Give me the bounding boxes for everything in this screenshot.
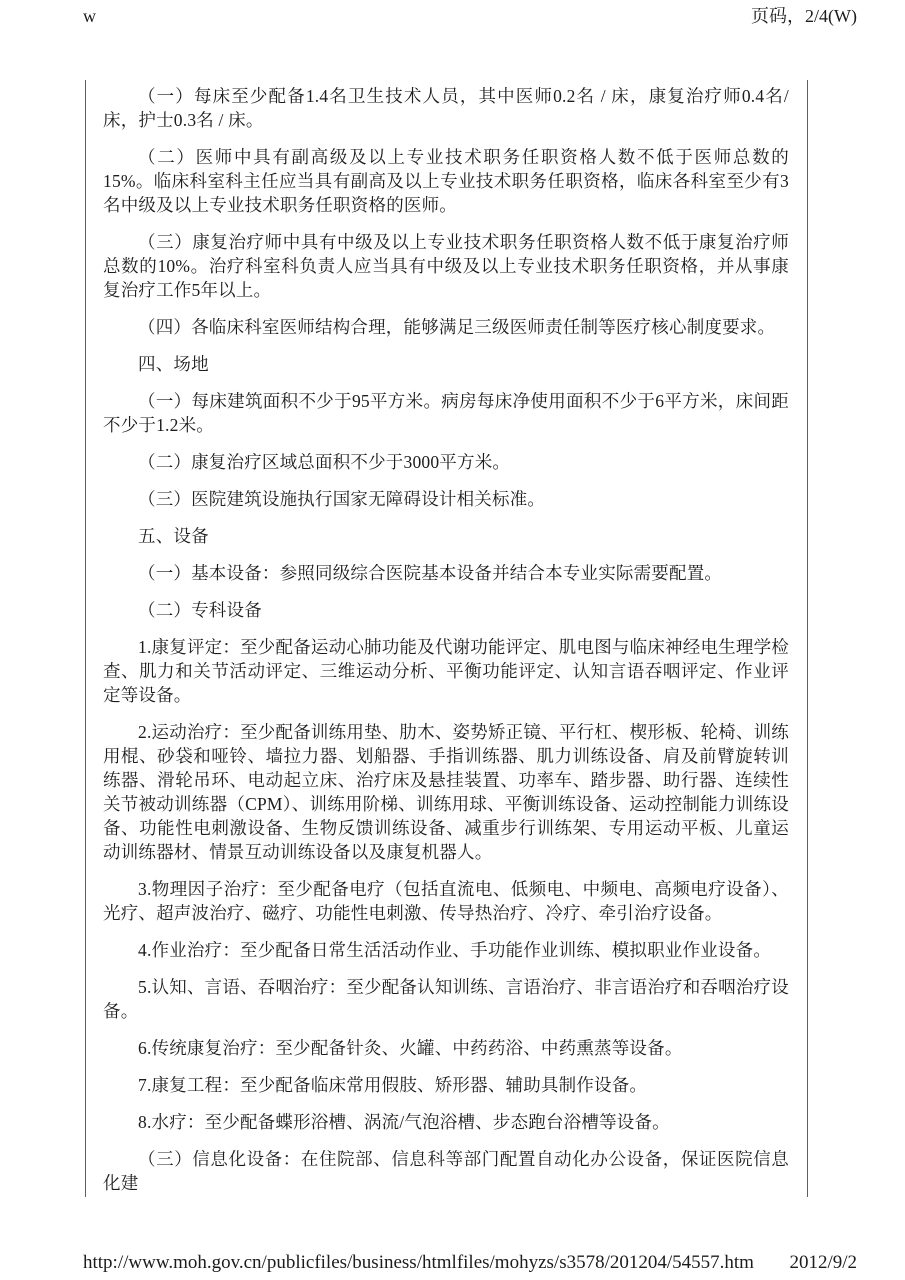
paragraph: （一）基本设备：参照同级综合医院基本设备并结合本专业实际需要配置。 [138,563,723,583]
footer-date: 2012/9/2 [789,1252,857,1273]
footer-url: http://www.moh.gov.cn/publicfiles/business/htmlfiles/mohyzs/s3578/201204/54557.htm [83,1252,754,1273]
paragraph: （三）医院建筑设施执行国家无障碍设计相关标准。 [138,489,546,509]
paragraph: 四、场地 [138,354,209,374]
paragraph: （二）康复治疗区域总面积不少于3000平方米。 [138,452,511,472]
paragraph: （四）各临床科室医师结构合理，能够满足三级医师责任制等医疗核心制度要求。 [138,317,776,337]
header-page-number: 页码，2/4(W) [751,6,857,26]
paragraph: （二）专科设备 [138,600,262,620]
document-body [85,80,808,1197]
header-left-mark: w [83,6,96,26]
paragraph: （一）每床建筑面积不少于95平方米。病房每床净使用面积不少于6平方米，床间距不少于1.2米。 [103,391,789,435]
paragraph: （二）医师中具有副高级及以上专业技术职务任职资格人数不低于医师总数的15%。临床科室科主任应当具有副高及以上专业技术职务任职资格，临床各科室至少有3名中级及以上专业技术职务任职资格的医师。 [103,147,789,215]
paragraph: 3.物理因子治疗：至少配备电疗（包括直流电、低频电、中频电、高频电疗设备）、光疗、超声波治疗、磁疗、功能性电刺激、传导热治疗、冷疗、牵引治疗设备。 [103,879,789,923]
paragraph: 5.认知、言语、吞咽治疗：至少配备认知训练、言语治疗、非言语治疗和吞咽治疗设备。 [103,977,789,1021]
paragraph: 7.康复工程：至少配备临床常用假肢、矫形器、辅助具制作设备。 [138,1075,648,1095]
page-footer [83,1251,857,1275]
paragraph: （三）信息化设备：在住院部、信息科等部门配置自动化办公设备，保证医院信息化建 [103,1149,789,1193]
paragraph: （一）每床至少配备1.4名卫生技术人员，其中医师0.2名 / 床，康复治疗师0.4名/床，护士0.3名 / 床。 [103,86,789,130]
paragraph: （三）康复治疗师中具有中级及以上专业技术职务任职资格人数不低于康复治疗师总数的10%。治疗科室科负责人应当具有中级及以上专业技术职务任职资格，并从事康复治疗工作5年以上。 [103,232,789,300]
page-header [83,5,857,27]
paragraph: 6.传统康复治疗：至少配备针灸、火罐、中药药浴、中药熏蒸等设备。 [138,1038,683,1058]
paragraph: 2.运动治疗：至少配备训练用垫、肋木、姿势矫正镜、平行杠、楔形板、轮椅、训练用棍、砂袋和哑铃、墙拉力器、划船器、手指训练器、肌力训练设备、肩及前臂旋转训练器、滑轮吊环、电动起立床、治疗床及悬挂装置、功率车、踏步器、助行器、连续性关节被动训练器（CPM）、训练用阶梯、训练用球、平衡训练设备、运动控制能力训练设备、功能性电刺激设备、生物反馈训练设备、减重步行训练架、专用运动平板、儿童运动训练器材、情景互动训练设备以及康复机器人。 [103,722,789,862]
paragraph: 8.水疗：至少配备蝶形浴槽、涡流/气泡浴槽、步态跑台浴槽等设备。 [138,1112,670,1132]
paragraph: 五、设备 [138,526,209,546]
paragraph: 4.作业治疗：至少配备日常生活活动作业、手功能作业训练、模拟职业作业设备。 [138,940,772,960]
paragraph: 1.康复评定：至少配备运动心肺功能及代谢功能评定、肌电图与临床神经电生理学检查、肌力和关节活动评定、三维运动分析、平衡功能评定、认知言语吞咽评定、作业评定等设备。 [103,637,789,705]
